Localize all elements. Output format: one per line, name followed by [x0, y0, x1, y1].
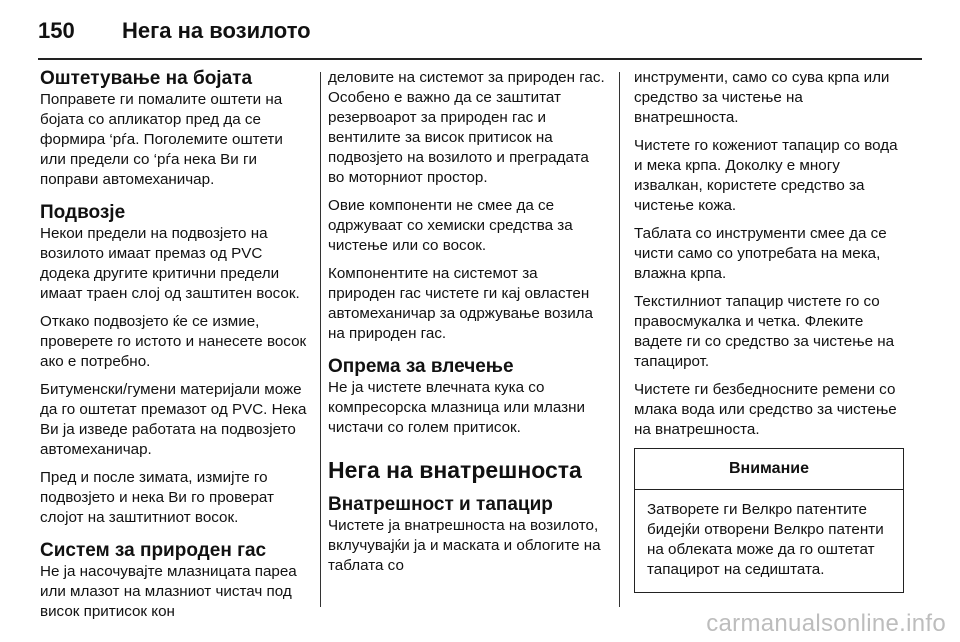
column-1 — [40, 68, 312, 630]
paragraph: Таблата со инструменти смее да се чисти само со употребата на мека, влажна крпа. — [634, 225, 887, 282]
column-divider-2 — [619, 72, 620, 607]
paragraph: Чистете ги безбедносните ремени со млака вода или средство за чистење на внатрешноста. — [634, 381, 897, 438]
paragraph: Не ја чистете влечната кука со компресорска млазница или млазни чистачи со голем притисок. — [328, 379, 585, 436]
column-2 — [328, 68, 606, 584]
caution-title: Внимание — [635, 449, 903, 490]
paragraph: Откако подвозјето ќе се измие, проверете го истото и нанесете восок ако е потребно. — [40, 313, 307, 370]
chapter-heading-interior-care: Нега на внатрешноста — [328, 457, 582, 483]
section-heading-paint: Оштетување на бојата — [40, 68, 253, 89]
page-header — [38, 14, 922, 56]
paragraph: Чистете ја внатрешноста на возилото, вклучувајќи ја и маската и облогите на таблата со — [328, 517, 601, 574]
column-divider-1 — [320, 72, 321, 607]
section-heading-underbody: Подвозје — [40, 202, 126, 223]
section-heading-interior-upholstery: Внатрешност и тапацир — [328, 494, 553, 515]
paragraph: Чистете го кожениот тапацир со вода и мека крпа. Доколку е многу извалкан, користете средство за чистење кожа. — [634, 137, 898, 214]
header-divider — [38, 58, 922, 60]
column-3 — [634, 68, 904, 593]
paragraph: Битуменски/гумени материјали може да го оштетат премазот од PVC. Нека Ви ја изведе работата на подвозјето автомеханичар. — [40, 381, 307, 458]
section-heading-towing: Опрема за влечење — [328, 356, 514, 377]
caution-box — [634, 448, 904, 593]
chapter-title: Нега на возилото — [122, 18, 311, 43]
paragraph: Поправете ги помалите оштети на бојата со апликатор пред да се формира ‘рѓа. Поголемите оштети или предели со ‘рѓа нека Ви ги поправи автомеханичар. — [40, 91, 283, 188]
paragraph: Некои предели на подвозјето на возилото имаат премаз од PVC додека другите критични предели имаат траен слој од заштитен восок. — [40, 225, 300, 302]
paragraph: Пред и после зимата, измијте го подвозјето и нека Ви го проверат слојот на заштитниот восок. — [40, 469, 274, 526]
watermark-text: carmanualsonline.info — [706, 610, 946, 637]
page-number: 150 — [38, 18, 75, 43]
paragraph: Не ја насочувајте млазницата пареа или млазот на млазниот чистач под висок притисок кон — [40, 563, 297, 620]
paragraph: инструменти, само со сува крпа или средство за чистење на внатрешноста. — [634, 69, 890, 126]
paragraph: Овие компоненти не смее да се одржуваат со хемиски средства за чистење или со восок. — [328, 197, 573, 254]
caution-text: Затворете ги Велкро патентите бидејќи отворени Велкро патенти на облеката може да го оштетат тапацирот на седиштата. — [647, 501, 884, 578]
paragraph: Компонентите на системот за природен гас чистете ги кај овластен автомеханичар за одржување возила на природен гас. — [328, 265, 593, 342]
section-heading-gas-system: Систем за природен гас — [40, 540, 267, 561]
paragraph: Текстилниот тапацир чистете го со правосмукалка и четка. Флеките вадете ги со средство за чистење на тапацирот. — [634, 293, 895, 370]
paragraph: деловите на системот за природен гас. Особено е важно да се заштитат резервоарот за природен гас и вентилите за висок притисок на подвозјето на возилото и преградата во моторниот простор. — [328, 69, 605, 186]
